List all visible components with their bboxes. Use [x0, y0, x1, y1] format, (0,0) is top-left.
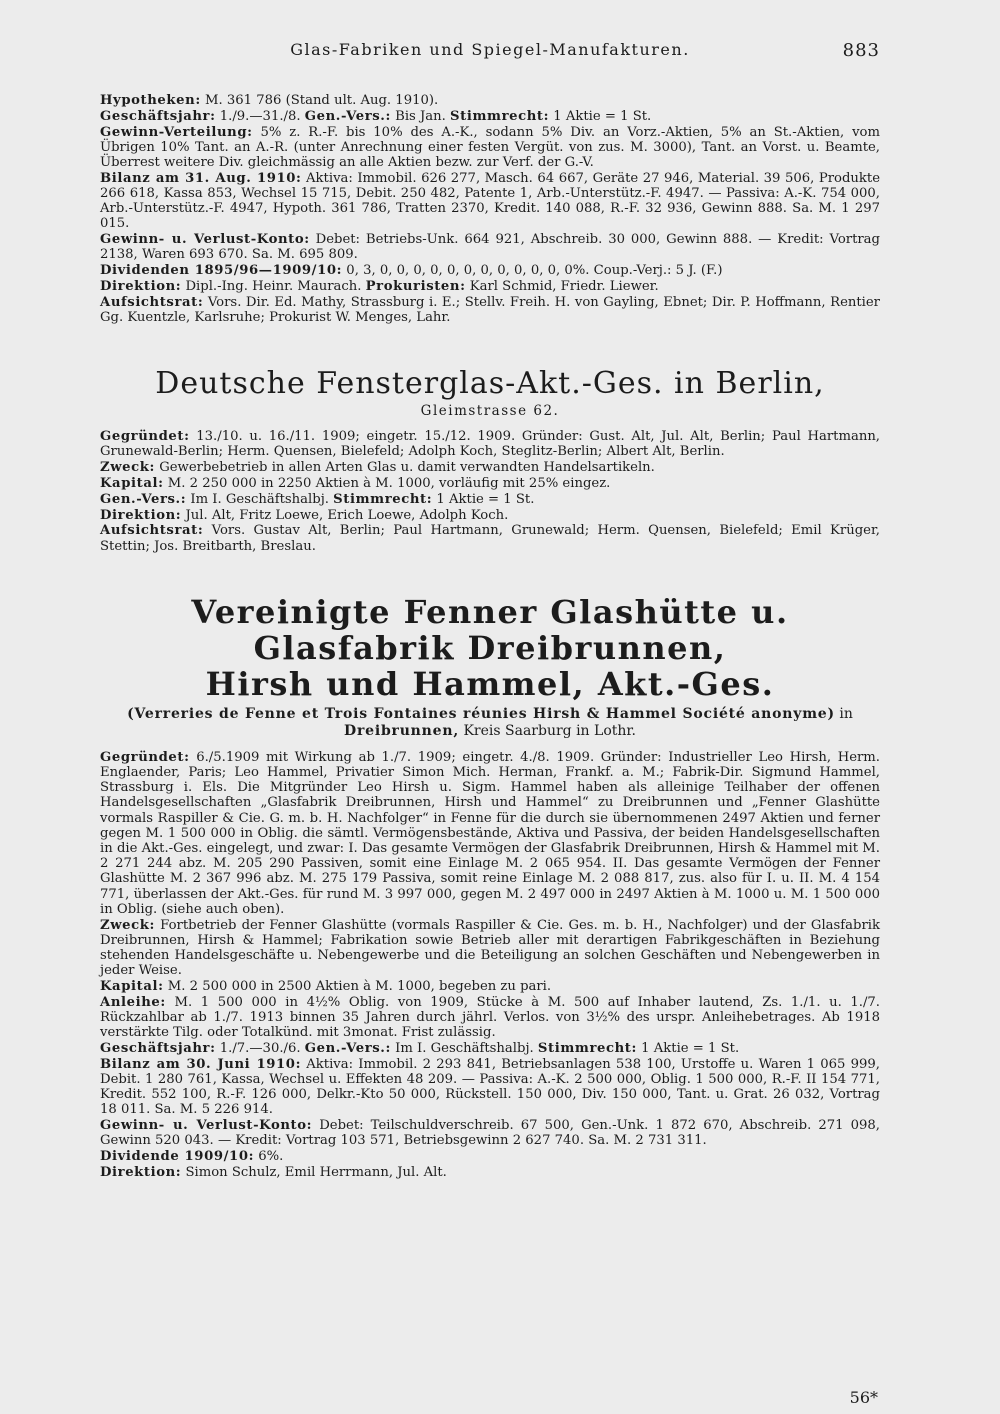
entry-anleihe: Anleihe: M. 1 500 000 in 4½% Oblig. von 1909, Stücke à M. 500 auf Inhaber lautend, Zs. 1./1. u. 1./7. Rückzahlbar ab 1./7. 1913 binnen 35 Jahren durch jährl. Verlos. von 3½% des urspr. Anleihebetrages. Ab 1918 verstärkte Tilg. oder Totalkünd. mit 3monat. Frist zulässig.: [100, 994, 880, 1041]
entry-gegruendet: Gegründet: 13./10. u. 16./11. 1909; eingetr. 15./12. 1909. Gründer: Gust. Alt, Jul. Alt, Berlin; Paul Hartmann, Grunewald-Berlin; Herm. Quensen, Bielefeld; Adolph Koch, Steglitz-Berlin; Albert Alt, Berlin.: [100, 429, 880, 460]
entry-bilanz: Bilanz am 31. Aug. 1910: Aktiva: Immobil. 626 277, Masch. 64 667, Geräte 27 946, Material. 39 506, Produkte 266 618, Kassa 853, Wechsel 15 715, Debit. 250 482, Patente 1, Arb.-Unterstütz.-F. 4947. — Passiva: A.-K. 754 000, Arb.-Unterstütz.-F. 4947, Hypoth. 361 786, Tratten 2370, Kredit. 140 088, R.-F. 32 936, Gewinn 888. Sa. M. 1 297 015.: [100, 170, 880, 232]
entry-geschaeftsjahr: Geschäftsjahr: 1./7.—30./6. Gen.-Vers.: Im I. Geschäftshalbj. Stimmrecht: 1 Aktie = 1 St.: [100, 1041, 740, 1057]
entry-dividende: Dividende 1909/10: 6%.: [100, 1149, 284, 1165]
entry-aufsichtsrat: Aufsichtsrat: Vors. Dir. Ed. Mathy, Strassburg i. E.; Stellv. Freih. H. von Gayling, Ebnet; Dir. P. Hoffmann, Rentier Gg. Kuentzle, Karlsruhe; Prokurist W. Menges, Lahr.: [100, 294, 880, 325]
section2-title-line1: Vereinigte Fenner Glashütte u. Glasfabrik Dreibrunnen,: [191, 592, 789, 667]
entry-bilanz: Bilanz am 30. Juni 1910: Aktiva: Immobil. 2 293 841, Betriebsanlagen 538 100, Urstoffe u. Waren 1 065 999, Debit. 1 280 761, Kassa, Wechsel u. Effekten 48 209. — Passiva: A.-K. 2 500 000, Oblig. 1 500 000, R.-F. II 154 771, Kredit. 552 100, R.-F. 126 000, Delkr.-Kto 50 000, Rückstell. 150 000, Div. 150 000, Tant. u. Grat. 26 032, Vortrag 18 011. Sa. M. 5 226 914.: [100, 1056, 880, 1118]
entry-direktion: Direktion: Dipl.-Ing. Heinr. Maurach. Prokuristen: Karl Schmid, Friedr. Liewer.: [100, 279, 659, 294]
entry-gegruendet: Gegründet: 6./5.1909 mit Wirkung ab 1./7. 1909; eingetr. 4./8. 1909. Gründer: Industrieller Leo Hirsh, Herm. Englaender, Paris; Leo Hammel, Privatier Simon Mich. Herman, Frankf. a. M.; Fabrik-Dir. Sigmund Hammel, Strassburg i. Els. Die Mitgründer Leo Hirsh u. Sigm. Hammel haben als alleinige Teilhaber der offenen Handelsgesellschaften „Glasfabrik Dreibrunnen, Hirsh und Hammel“ zu Dreibrunnen und „Fenner Glashütte vormals Raspiller & Cie. G. m. b. H. Nachfolger“ in Fenne für die durch sie übernommenen 2497 Aktien und ferner gegen M. 1 500 000 in Oblig. die sämtl. Vermögensbestände, Aktiva und Passiva, der beiden Handelsgesellschaften in die Akt.-Ges. eingelegt, und zwar: I. Das gesamte Vermögen der Glasfabrik Dreibrunnen, Hirsh & Hammel mit M. 2 271 244 abz. M. 205 290 Passiven, somit eine Einlage M. 2 065 954. II. Das gesamte Vermögen der Fenner Glashütte M. 2 367 996 abz. M. 275 179 Passiva, somit reine Einlage M. 2 088 817, zus. also für I. u. II. M. 4 154 771, überlassen der Akt.-Ges. für rund M. 3 997 000, gegen M. 2 497 000 in 2497 Aktien à M. 1000 u. M. 1 500 000 in Oblig. (siehe auch oben).: [100, 749, 880, 917]
section2-french-name: (Verreries de Fenne et Trois Fontaines réunies Hirsh & Hammel Société anonyme) in Dreibrunnen, Kreis Saarburg in Lothr.: [127, 705, 853, 739]
entry-kapital: Kapital: M. 2 250 000 in 2250 Aktien à M. 1000, vorläufig mit 25% eingez.: [100, 476, 611, 491]
entry-gewinn-verteilung: Gewinn-Verteilung: 5% z. R.-F. bis 10% des A.-K., sodann 5% Div. an Vorz.-Aktien, 5% an St.-Aktien, vom Übrigen 10% Tant. an A.-R. (unter Anrechnung einer festen Vergüt. von zus. M. 3000), Tant. an Vorst. u. Beamte, Überrest weitere Div. gleichmässig an alle Aktien bezw. zur Verf. der G.-V.: [100, 124, 880, 170]
section-vereinigte-fenner: [100, 594, 880, 1180]
entry-hypotheken: Hypotheken: M. 361 786 (Stand ult. Aug. 1910).: [100, 93, 439, 108]
entry-gewinn-verlust: Gewinn- u. Verlust-Konto: Debet: Betriebs-Unk. 664 921, Abschreib. 30 000, Gewinn 888. — Kredit: Vortrag 2138, Waren 693 670. Sa. M. 695 809.: [100, 232, 880, 263]
entry-zweck: Zweck: Fortbetrieb der Fenner Glashütte (vormals Raspiller & Cie. Ges. m. b. H., Nachfolger) und der Glasfabrik Dreibrunnen, Hirsh & Hammel; Fabrikation sowie Betrieb aller mit derartigen Fabrikgeschäften in Beziehung stehenden Handelsgeschäfte u. Nebengewerbe und die Beteiligung an solchen Geschäften und Nebengewerben in jeder Weise.: [100, 917, 880, 979]
signature-mark: 56*: [849, 1388, 878, 1407]
entry-direktion: Direktion: Simon Schulz, Emil Herrmann, Jul. Alt.: [100, 1165, 447, 1181]
section2-title-line2: Hirsh und Hammel, Akt.-Ges.: [205, 664, 775, 703]
running-title: Glas-Fabriken und Spiegel-Manufakturen.: [290, 40, 690, 59]
section1-subtitle: Gleimstrasse 62.: [420, 403, 560, 420]
running-header: [100, 40, 880, 59]
page-number: 883: [842, 40, 880, 61]
entry-direktion: Direktion: Jul. Alt, Fritz Loewe, Erich Loewe, Adolph Koch.: [100, 507, 509, 523]
entry-kapital: Kapital: M. 2 500 000 in 2500 Aktien à M. 1000, begeben zu pari.: [100, 979, 552, 995]
section-deutsche-fensterglas: [100, 367, 880, 554]
entry-geschaeftsjahr: Geschäftsjahr: 1./9.—31./8. Gen.-Vers.: Bis Jan. Stimmrecht: 1 Aktie = 1 St.: [100, 108, 652, 124]
section1-title: Deutsche Fensterglas-Akt.-Ges. in Berlin,: [155, 366, 825, 402]
entry-aufsichtsrat: Aufsichtsrat: Vors. Gustav Alt, Berlin; Paul Hartmann, Grunewald; Herm. Quensen, Bielefeld; Emil Krüger, Stettin; Jos. Breitbarth, Breslau.: [100, 523, 880, 554]
entry-zweck: Zweck: Gewerbebetrieb in allen Arten Glas u. damit verwandten Handelsartikeln.: [100, 460, 655, 476]
entry-gewinn-verlust: Gewinn- u. Verlust-Konto: Debet: Teilschuldverschreib. 67 500, Gen.-Unk. 1 872 670, Abschreib. 271 098, Gewinn 520 043. — Kredit: Vortrag 103 571, Betriebsgewinn 2 627 740. Sa. M. 2 731 311.: [100, 1118, 880, 1149]
top-entries: [100, 93, 880, 325]
entry-gen-vers: Gen.-Vers.: Im I. Geschäftshalbj. Stimmrecht: 1 Aktie = 1 St.: [100, 491, 535, 507]
entry-dividenden: Dividenden 1895/96—1909/10: 0, 3, 0, 0, 0, 0, 0, 0, 0, 0, 0, 0, 0, 0%. Coup.-Verj.: 5 J. (F.): [100, 263, 723, 279]
